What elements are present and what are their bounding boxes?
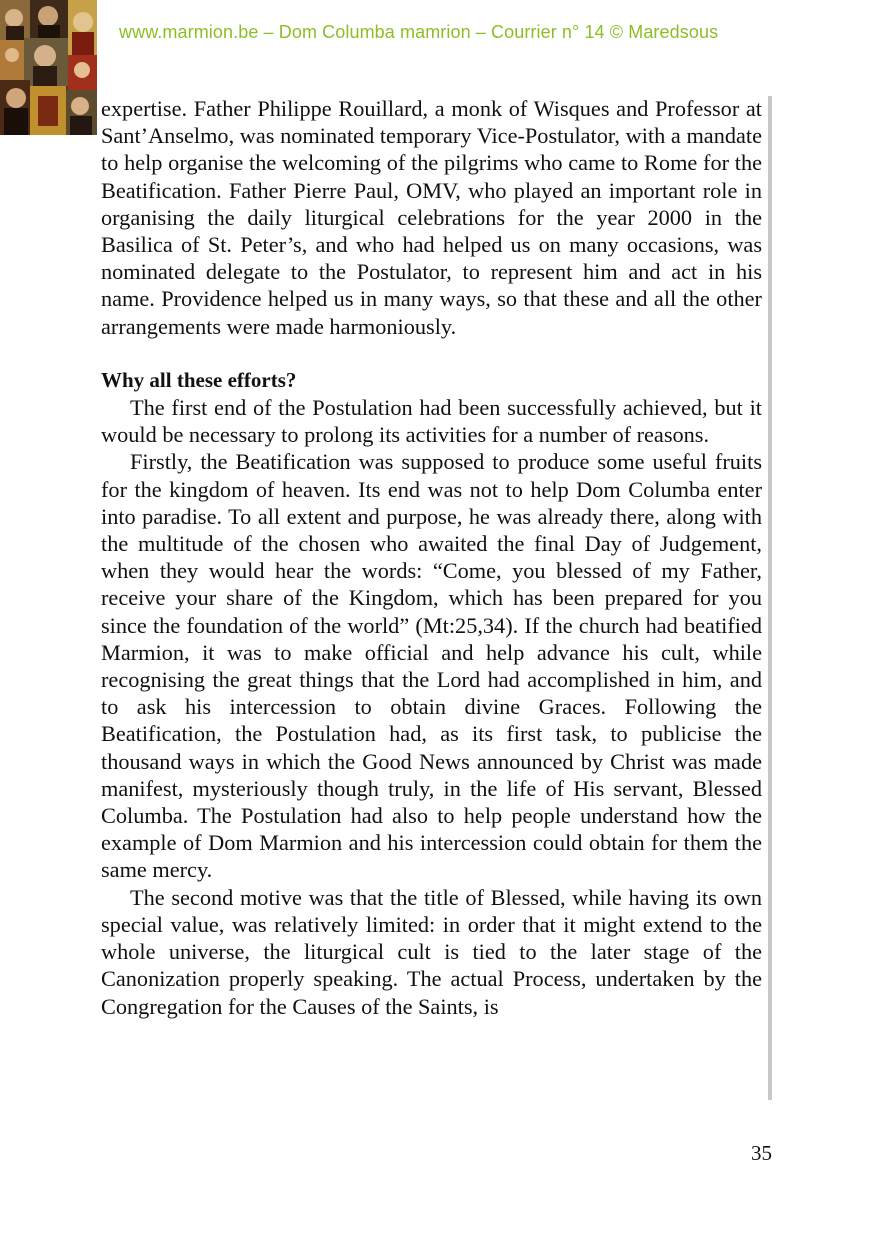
paragraph-gap [101, 340, 762, 367]
paragraph-1: expertise. Father Philippe Rouillard, a monk of Wisques and Professor at Sant’Anselmo, was nominated temporary Vice-Postulator, with a mandate to help organise the welcoming of the pilgrims who came to Rome for the Beatification. Father Pierre Paul, OMV, who played an important role in organising the daily liturgical celebrations for the year 2000 in the Basilica of St. Peter’s, and who had helped us on many occasions, was nominated delegate to the Postulator, to represent him and act in his name. Providence helped us in many ways, so that these and all the other arrangements were made harmoniously. [101, 96, 762, 339]
section-heading: Why all these efforts? [101, 367, 297, 392]
header-url-line: www.marmion.be – Dom Columba mamrion – Courrier n° 14 © Maredsous [119, 22, 719, 42]
body-text [101, 95, 762, 1020]
paragraph-2: The first end of the Postulation had been successfully achieved, but it would be necessary to prolong its activities for a number of reasons. [101, 395, 762, 448]
collage-image [0, 0, 97, 135]
paragraph-3: Firstly, the Beatification was supposed to produce some useful fruits for the kingdom of heaven. Its end was not to help Dom Columba enter into paradise. To all extent and purpose, he was already there, along with the multitude of the chosen who awaited the final Day of Judgement, when they would hear the words: “Come, you blessed of my Father, receive your share of the Kingdom, which has been prepared for you since the foundation of the world” (Mt:25,34). If the church had beatified Marmion, it was to make official and help advance his cult, while recognising the great things that the Lord had accomplished in him, and to ask his intercession to obtain divine Graces. Following the Beatification, the Postulation had, as its first task, to publicise the thousand ways in which the Good News announced by Christ was made manifest, mysteriously though truly, in the life of His servant, Blessed Columba. The Postulation had also to help people understand how the example of Dom Marmion and his intercession could obtain for them the same mercy. [101, 449, 762, 883]
header-photo-collage [0, 0, 97, 135]
right-margin-rule [768, 96, 772, 1100]
paragraph-4: The second motive was that the title of Blessed, while having its own special value, was relatively limited: in order that it might extend to the whole universe, the liturgical cult is tied to the later stage of the Canonization properly speaking. The actual Process, undertaken by the Congregation for the Causes of the Saints, is [101, 884, 762, 1019]
page-number: 35 [751, 1141, 772, 1165]
